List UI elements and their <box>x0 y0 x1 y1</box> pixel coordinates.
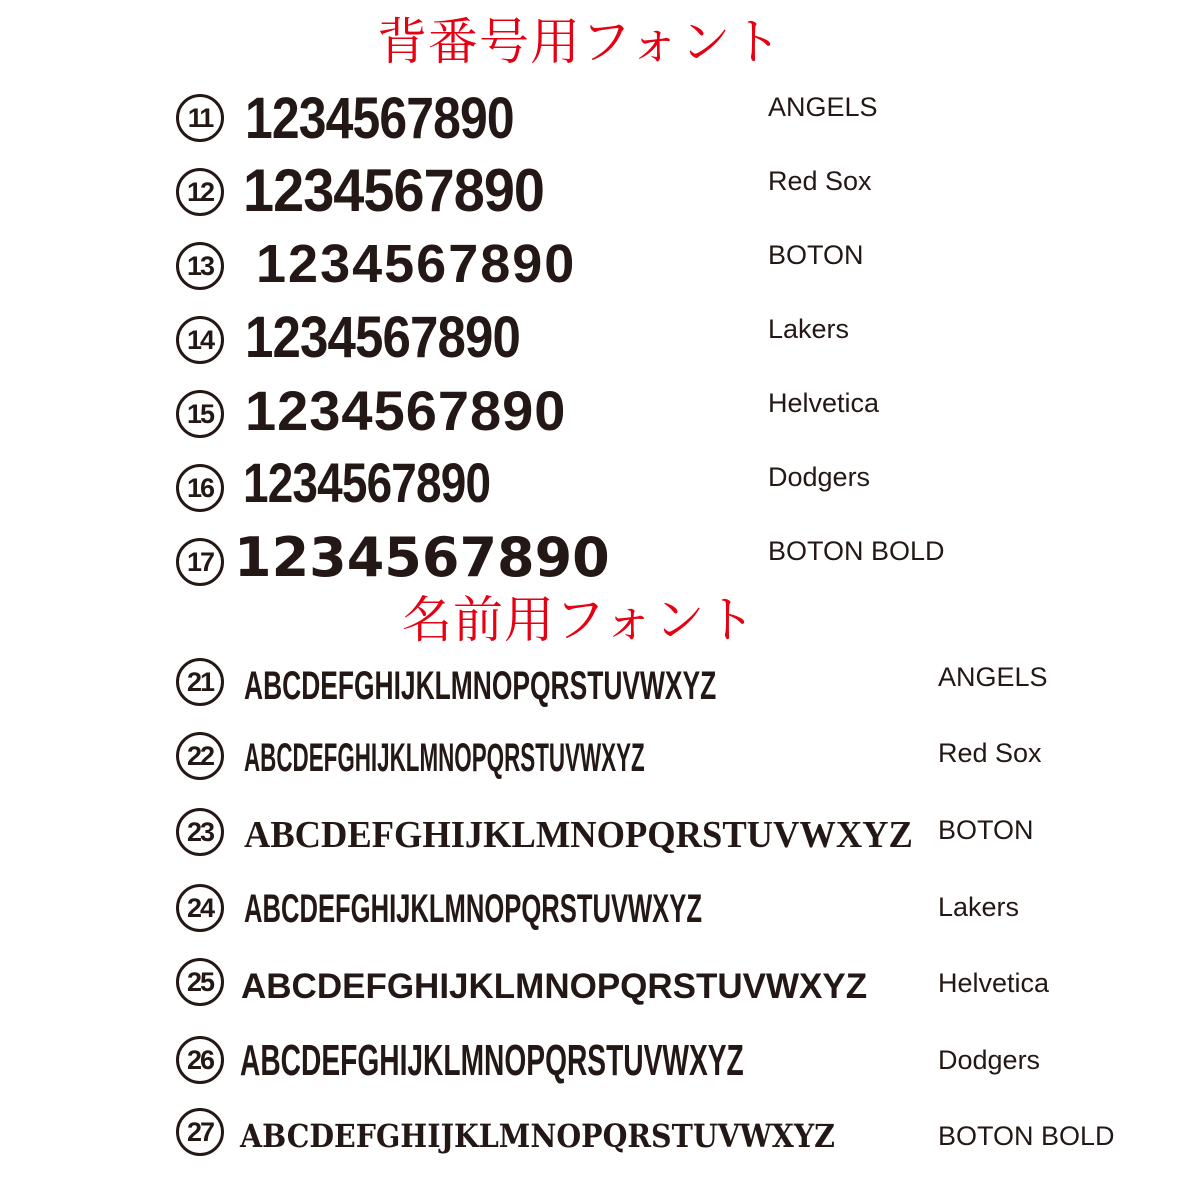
badge-16: 16 <box>176 464 224 512</box>
name-font-row-24 <box>0 884 1200 954</box>
name-font-name-boton: BOTON <box>938 815 1034 845</box>
badge-11: 11 <box>176 94 224 142</box>
number-sample-dodgers: 1234567890 <box>243 451 491 514</box>
badge-14: 14 <box>176 316 224 364</box>
badge-21: 21 <box>176 658 224 706</box>
name-font-row-21 <box>0 656 1200 726</box>
name-fonts-title: 名前用フォント <box>402 591 757 649</box>
number-font-row-13 <box>0 232 1200 302</box>
number-font-row-12 <box>0 158 1200 228</box>
number-sample-angels: 1234567890 <box>245 86 514 151</box>
number-font-row-14 <box>0 306 1200 376</box>
number-font-name-boton-bold: BOTON BOLD <box>768 536 945 566</box>
name-font-name-angels: ANGELS <box>938 662 1048 692</box>
badge-13: 13 <box>176 242 224 290</box>
number-sample-helvetica: 1234567890 <box>245 379 567 442</box>
name-sample-boton-bold: ABCDEFGHIJKLMNOPQRSTUVWXYZ <box>240 1117 835 1155</box>
name-sample-helvetica: ABCDEFGHIJKLMNOPQRSTUVWXYZ <box>241 967 868 1006</box>
badge-27: 27 <box>176 1108 224 1156</box>
name-font-name-redsox: Red Sox <box>938 738 1042 768</box>
number-sample-lakers: 1234567890 <box>245 305 521 370</box>
number-font-name-lakers: Lakers <box>768 314 850 344</box>
number-sample-redsox: 1234567890 <box>243 157 545 224</box>
name-font-row-27 <box>0 1108 1200 1178</box>
name-sample-boton: ABCDEFGHIJKLMNOPQRSTUVWXYZ <box>244 814 913 856</box>
number-font-row-16 <box>0 451 1200 524</box>
badge-17: 17 <box>176 538 224 586</box>
badge-25: 25 <box>176 958 224 1006</box>
number-font-row-15 <box>0 380 1200 450</box>
name-font-name-boton-bold: BOTON BOLD <box>938 1121 1115 1151</box>
number-font-row-17 <box>0 528 1200 598</box>
name-sample-redsox: ABCDEFGHIJKLMNOPQRSTUVWXYZ <box>244 736 645 780</box>
name-font-name-lakers: Lakers <box>938 892 1020 922</box>
number-fonts-title: 背番号用フォント <box>377 13 783 71</box>
badge-23: 23 <box>176 808 224 856</box>
name-font-name-dodgers: Dodgers <box>938 1045 1041 1075</box>
number-font-name-angels: ANGELS <box>768 92 878 122</box>
name-font-row-26 <box>0 1036 1200 1106</box>
number-sample-boton: 1234567890 <box>256 234 577 294</box>
name-sample-angels: ABCDEFGHIJKLMNOPQRSTUVWXYZ <box>244 664 717 708</box>
badge-24: 24 <box>176 884 224 932</box>
number-font-name-boton: BOTON <box>768 240 864 270</box>
name-font-row-22 <box>0 732 1200 802</box>
badge-15: 15 <box>176 390 224 438</box>
name-sample-dodgers: ABCDEFGHIJKLMNOPQRSTUVWXYZ <box>240 1036 744 1085</box>
number-font-row-11 <box>0 84 1200 154</box>
number-font-name-redsox: Red Sox <box>768 166 872 196</box>
name-font-row-25 <box>0 958 1200 1028</box>
name-sample-lakers: ABCDEFGHIJKLMNOPQRSTUVWXYZ <box>244 887 702 931</box>
number-font-name-dodgers: Dodgers <box>768 462 871 492</box>
number-font-name-helvetica: Helvetica <box>768 388 880 418</box>
badge-22: 22 <box>176 732 224 780</box>
name-font-name-helvetica: Helvetica <box>938 968 1050 998</box>
badge-12: 12 <box>176 168 224 216</box>
badge-26: 26 <box>176 1036 224 1084</box>
name-font-row-23 <box>0 808 1200 878</box>
number-sample-boton-bold: 1234567890 <box>234 526 610 589</box>
